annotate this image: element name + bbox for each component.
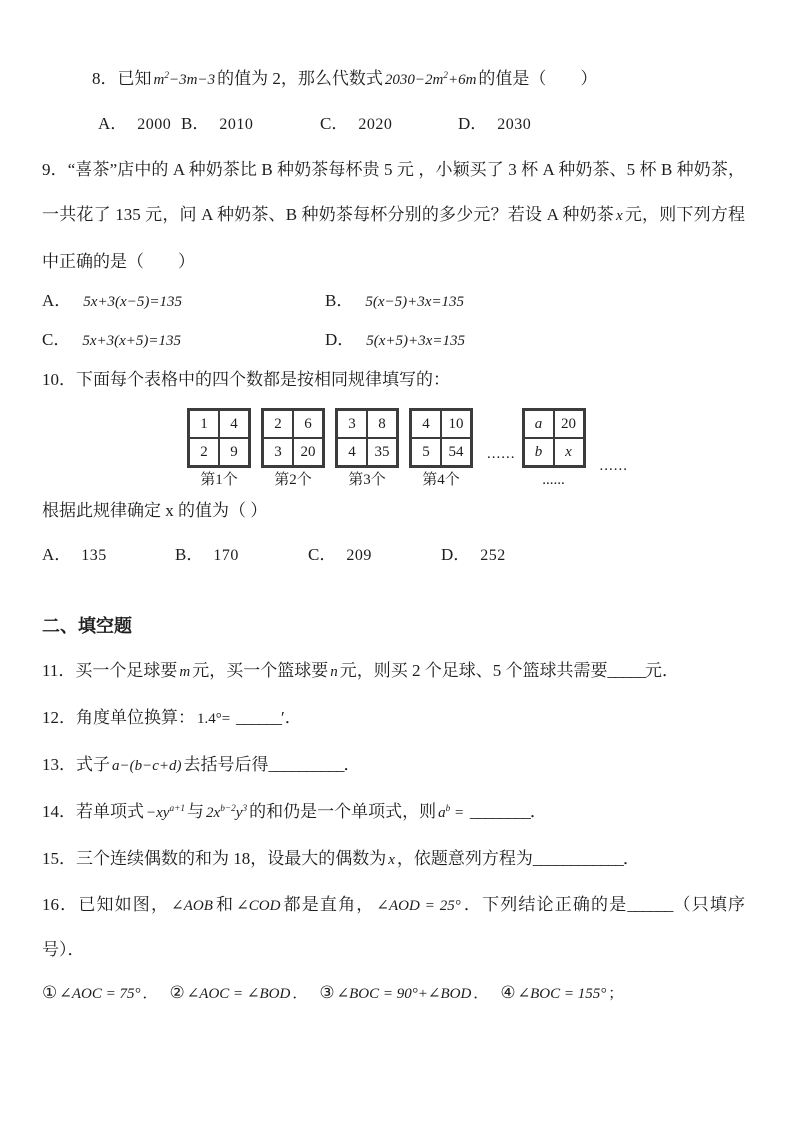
q14-text-1: 14．若单项式	[42, 802, 144, 821]
answer-blank: ________	[469, 802, 530, 821]
option-value: 2030	[497, 116, 532, 133]
q14-formula-1	[146, 805, 185, 821]
option-label: D．	[325, 330, 355, 349]
q8-option-a	[98, 102, 181, 147]
q14-f3-base: a	[438, 805, 446, 821]
table-cell: 10	[441, 410, 471, 438]
option-label: A．	[42, 291, 72, 310]
question-9-stem	[42, 147, 745, 282]
option-value: 209	[346, 547, 372, 564]
q14-f1-base: −xy	[146, 805, 170, 821]
question-15	[42, 836, 745, 883]
table-cell: x	[554, 438, 584, 466]
pattern-table-4	[409, 408, 473, 489]
question-12	[42, 695, 745, 742]
q16-text-3: 都是直角，	[282, 895, 375, 914]
circled-2: ②	[169, 983, 185, 1003]
pattern-table-1	[187, 408, 251, 489]
q8-formula-1	[154, 72, 216, 88]
q9-text-2: 元，则下列方程中正确的是（ ）	[42, 205, 745, 271]
q12-text-1: 12．角度单位换算：	[42, 708, 195, 727]
separator: ．	[292, 986, 308, 1002]
table-cell: a	[524, 410, 554, 438]
q13-text-2: 去括号后得	[183, 755, 269, 774]
q9-option-b	[325, 282, 745, 321]
q15-text-2: ，依题意列方程为	[396, 849, 533, 868]
option-value: 252	[480, 547, 506, 564]
option-label: B．	[325, 291, 354, 310]
q15-var-x: x	[388, 852, 395, 868]
option-label: A．	[98, 114, 128, 133]
section-gap	[42, 578, 745, 604]
q15-text-3: ．	[622, 849, 640, 868]
question-14	[42, 789, 745, 836]
q8-option-c	[320, 102, 458, 147]
question-8-options	[98, 102, 745, 147]
q13-text-1: 13．式子	[42, 755, 110, 774]
table-label: 第3个	[348, 472, 386, 488]
q8-f2-rest: +6m	[447, 72, 477, 88]
table-cell: 6	[293, 410, 323, 438]
answer-blank: __________	[268, 755, 344, 774]
q9-text-1: 9．“喜茶”店中的 A 种奶茶比 B 种奶茶每杯贵 5 元 ，小颖买了 3 杯 A 种奶茶、5 杯 B 种奶茶，一共花了 135 元，问 A 种奶茶、B 种奶茶每杯分别的多少元？若设 A 种奶茶	[42, 160, 745, 224]
table-cell: 20	[554, 410, 584, 438]
question-9-options	[42, 282, 745, 358]
pattern-tables	[187, 406, 745, 489]
option-label: B．	[181, 114, 210, 133]
option-formula: 5x+3(x−5)=135	[83, 294, 182, 310]
conclusion-4: ∠BOC = 155°	[517, 986, 607, 1002]
table-cell: 35	[367, 438, 397, 466]
q8-f2-sup: 2	[443, 71, 448, 81]
q16-angle-aob: ∠AOB	[171, 898, 213, 914]
q9-option-c	[42, 321, 325, 360]
table-cell: 9	[219, 438, 249, 466]
table-cell: 54	[441, 438, 471, 466]
q11-text-1: 11．买一个足球要	[42, 661, 178, 680]
q14-formula-3	[438, 805, 468, 821]
ellipsis-dots: ......	[487, 446, 516, 462]
table-cell: 4	[219, 410, 249, 438]
q16-text-2: 和	[214, 895, 235, 914]
q11-text-3: 元，则买 2 个足球、5 个篮球共需要	[339, 661, 608, 680]
q14-f2-mid: y	[235, 805, 243, 821]
q8-f2-base: 2030−2m	[384, 72, 444, 88]
q10-option-c	[308, 533, 441, 578]
table-cell: 20	[293, 438, 323, 466]
option-label: A．	[42, 545, 72, 564]
q14-f3-eq: =	[450, 805, 468, 821]
q11-text-2: 元，买一个篮球要	[192, 661, 329, 680]
pattern-table-2	[261, 408, 325, 489]
table-cell: b	[524, 438, 554, 466]
table-cell: 4	[411, 410, 441, 438]
q10-option-d	[441, 533, 506, 578]
table-grid	[409, 408, 473, 468]
q11-var-m: m	[179, 664, 191, 680]
circled-1: ①	[42, 983, 58, 1003]
option-formula: 5x+3(x+5)=135	[82, 333, 182, 349]
pattern-table-3	[335, 408, 399, 489]
q12-formula: 1.4°=	[197, 711, 234, 727]
option-label: C．	[320, 114, 349, 133]
option-value: 2010	[219, 116, 254, 133]
table-grid	[335, 408, 399, 468]
table-label: ......	[542, 472, 565, 488]
answer-blank: ____________	[532, 849, 623, 868]
table-label: 第1个	[200, 472, 238, 488]
q8-text-3: 的值是（ ）	[478, 69, 598, 88]
option-value: 135	[81, 547, 107, 564]
separator: ．	[473, 986, 489, 1002]
q14-f2-base: 2x	[206, 805, 221, 821]
q10-option-b	[175, 533, 308, 578]
q16-angle-aod: ∠AOD = 25°	[376, 898, 461, 914]
q16-text-5: （只填序号）．	[42, 895, 746, 959]
table-label: 第2个	[274, 472, 312, 488]
option-label: B．	[175, 545, 204, 564]
q8-formula-2	[385, 72, 477, 88]
conclusion-3: ∠BOC = 90°+∠BOD	[336, 986, 472, 1002]
option-formula: 5(x−5)+3x=135	[365, 294, 465, 310]
option-value: 2020	[358, 116, 393, 133]
q14-f1-sup: a+1	[169, 804, 186, 814]
option-formula: 5(x+5)+3x=135	[366, 333, 465, 349]
q9-option-d	[325, 321, 745, 360]
answer-blank: ______	[627, 895, 673, 914]
question-16	[42, 883, 745, 971]
q11-var-n: n	[330, 664, 338, 680]
option-label: D．	[458, 114, 488, 133]
table-cell: 3	[337, 410, 367, 438]
table-cell: 2	[189, 438, 219, 466]
q14-f2-sup2: 3	[242, 804, 248, 814]
answer-blank: ______	[235, 708, 281, 727]
conclusion-2: ∠AOC = ∠BOD	[186, 986, 291, 1002]
q8-text-1: 8．已知	[92, 69, 152, 88]
q14-text-3: 的和仍是一个单项式，则	[249, 802, 437, 821]
table-cell: 5	[411, 438, 441, 466]
option-value: 170	[213, 547, 239, 564]
question-8-stem	[92, 57, 745, 102]
q8-text-2: 的值为 2，那么代数式	[217, 69, 383, 88]
q12-text-2: ′．	[280, 708, 302, 727]
answer-blank: _____	[607, 661, 645, 680]
q10-follow-text: 根据此规律确定 x 的值为（ ）	[42, 501, 268, 520]
option-label: D．	[441, 545, 471, 564]
table-grid	[522, 408, 586, 468]
pattern-table-n	[522, 408, 586, 489]
question-11	[42, 648, 745, 695]
q9-var-x: x	[615, 208, 623, 224]
table-cell: 1	[189, 410, 219, 438]
table-cell: 4	[337, 438, 367, 466]
separator: ．	[142, 986, 158, 1002]
end-punctuation: ；	[608, 986, 624, 1002]
q13-text-3: ．	[343, 755, 361, 774]
q8-f1-base: m	[153, 72, 165, 88]
q16-text-4: ．下列结论正确的是	[462, 895, 628, 914]
table-grid	[261, 408, 325, 468]
question-10-follow	[42, 489, 745, 533]
q10-text: 10．下面每个表格中的四个数都是按相同规律填写的：	[42, 370, 450, 389]
q14-text-2: 与	[187, 802, 205, 821]
table-cell: 2	[263, 410, 293, 438]
q8-f1-sup: 2	[164, 71, 169, 81]
q9-option-a	[42, 282, 325, 321]
q15-text-1: 15．三个连续偶数的和为 18，设最大的偶数为	[42, 849, 387, 868]
ellipsis-dots: ......	[599, 458, 628, 474]
question-16-conclusions	[42, 975, 745, 1012]
circled-3: ③	[319, 983, 335, 1003]
q10-option-a	[42, 533, 175, 578]
table-label: 第4个	[422, 472, 460, 488]
q13-formula: a−(b−c+d)	[112, 758, 182, 774]
q8-option-b	[181, 102, 320, 147]
circled-4: ④	[500, 983, 516, 1003]
table-cell: 8	[367, 410, 397, 438]
option-value: 2000	[137, 116, 172, 133]
q11-text-4: 元．	[644, 661, 679, 680]
question-10-stem	[42, 358, 745, 402]
q14-text-4: ．	[529, 802, 547, 821]
section-title: 二、填空题	[42, 616, 132, 636]
q16-text-1: 16．已知如图，	[42, 895, 170, 914]
question-13	[42, 742, 745, 789]
q16-angle-cod: ∠COD	[236, 898, 281, 914]
q8-option-d	[458, 102, 531, 147]
question-10-options	[42, 533, 745, 578]
q8-f1-rest: −3m−3	[169, 72, 216, 88]
q14-formula-2	[206, 805, 247, 821]
option-label: C．	[42, 330, 71, 349]
conclusion-1: ∠AOC = 75°	[59, 986, 141, 1002]
option-label: C．	[308, 545, 337, 564]
q14-f2-sup: b−2	[220, 804, 236, 814]
q14-f3-sup: b	[445, 804, 451, 814]
table-grid	[187, 408, 251, 468]
table-cell: 3	[263, 438, 293, 466]
